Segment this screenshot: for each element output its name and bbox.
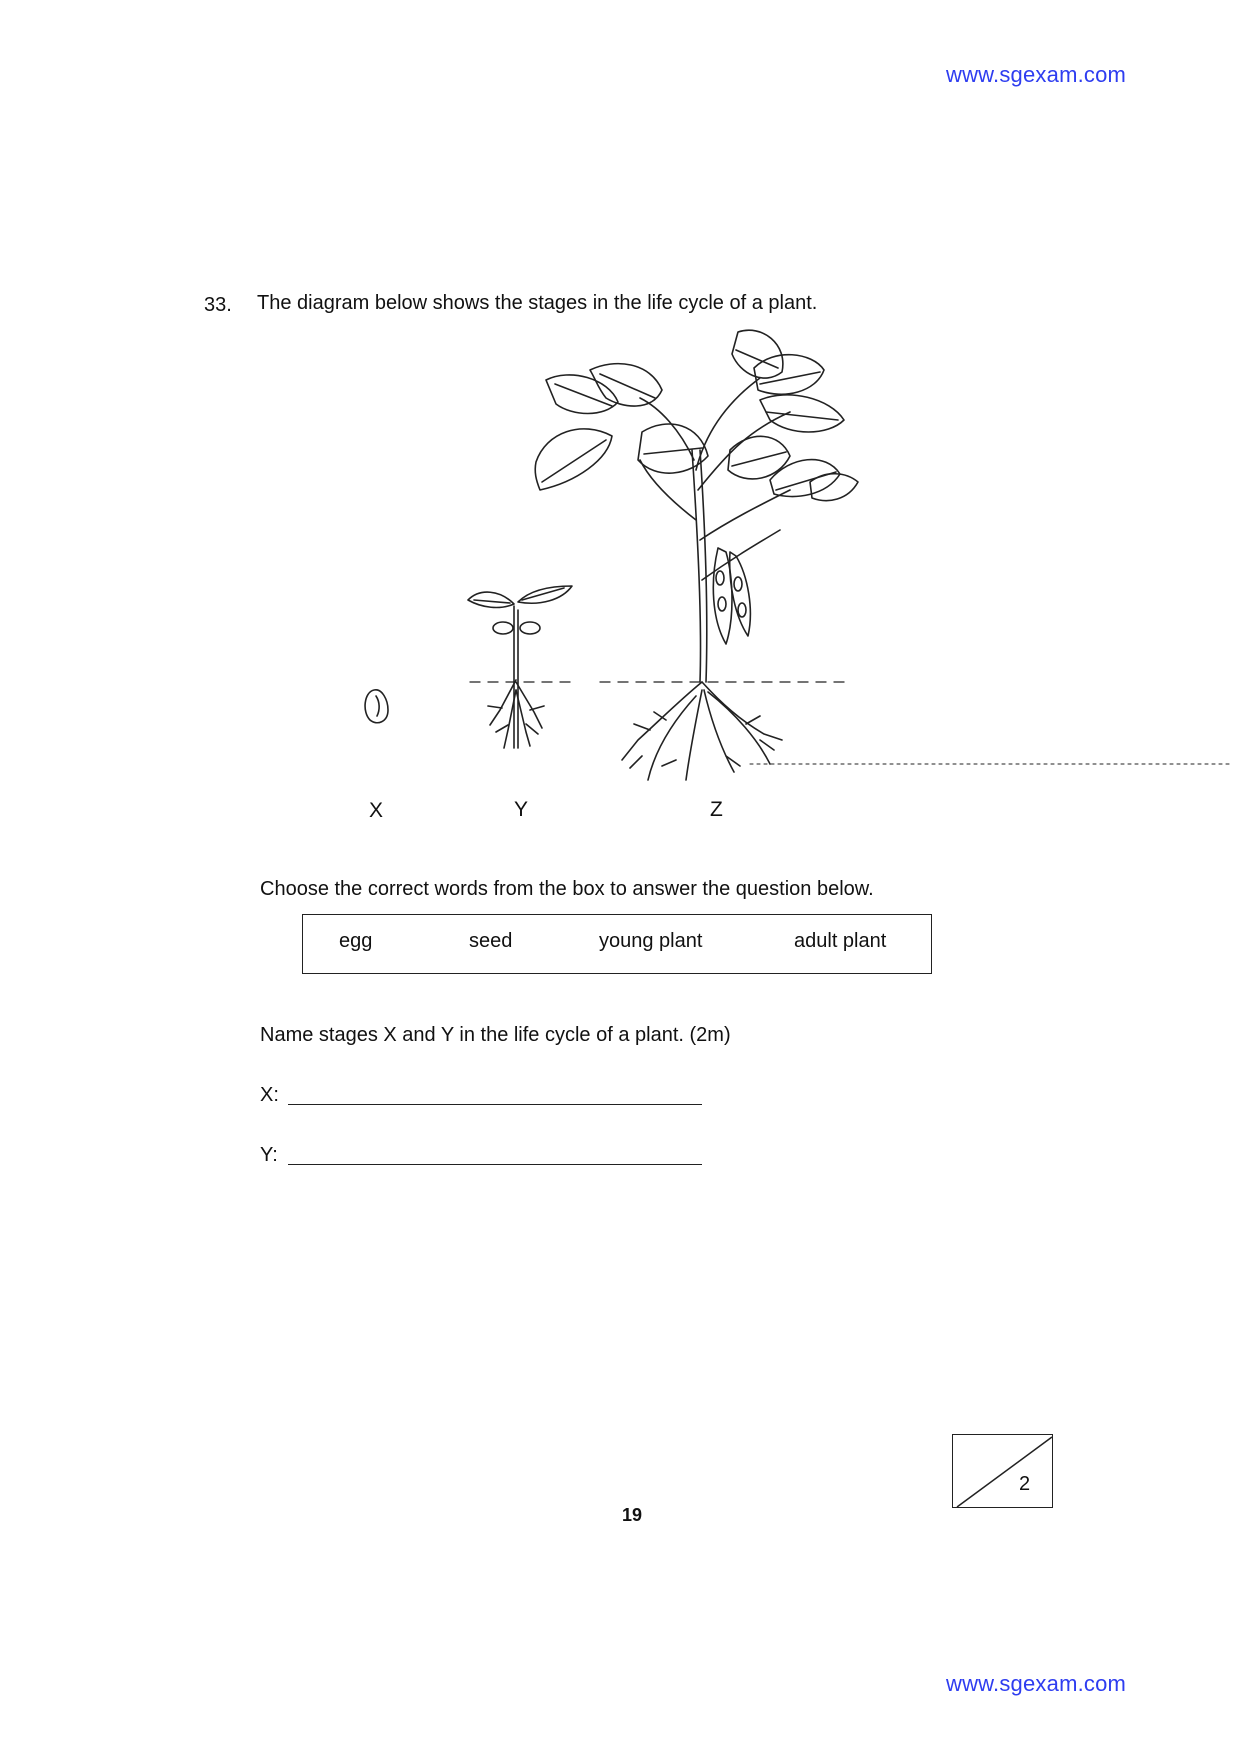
word-option-egg: egg: [339, 930, 373, 952]
page-number: 19: [622, 1505, 643, 1525]
seed-drawing: [365, 690, 388, 723]
question-number: 33.: [204, 294, 232, 316]
young-plant-drawing: [468, 586, 572, 748]
word-option-seed: seed: [469, 930, 513, 952]
task-prompt: Name stages X and Y in the life cycle of a plant. (2m): [260, 1024, 731, 1046]
marks-total: 2: [1019, 1473, 1031, 1495]
word-option-young-plant: young plant: [599, 930, 703, 952]
adult-plant-drawing: [535, 330, 858, 780]
plant-life-cycle-diagram: [350, 320, 1239, 790]
word-box: [302, 914, 932, 974]
instruction-text: Choose the correct words from the box to answer the question below.: [260, 878, 874, 900]
answer-field-x[interactable]: [288, 1104, 702, 1105]
question-text: The diagram below shows the stages in the life cycle of a plant.: [257, 292, 818, 314]
header-watermark: www.sgexam.com: [946, 62, 1127, 87]
answer-label-x: X:: [260, 1084, 279, 1106]
stage-label-y: Y: [514, 798, 529, 821]
marks-divider-line: [953, 1435, 1054, 1509]
answer-label-y: Y:: [260, 1144, 278, 1166]
footer-watermark: www.sgexam.com: [946, 1671, 1127, 1696]
word-option-adult-plant: adult plant: [794, 930, 887, 952]
marks-box: [952, 1434, 1053, 1508]
stage-label-z: Z: [710, 798, 723, 821]
answer-field-y[interactable]: [288, 1164, 702, 1165]
stage-label-x: X: [369, 799, 384, 822]
